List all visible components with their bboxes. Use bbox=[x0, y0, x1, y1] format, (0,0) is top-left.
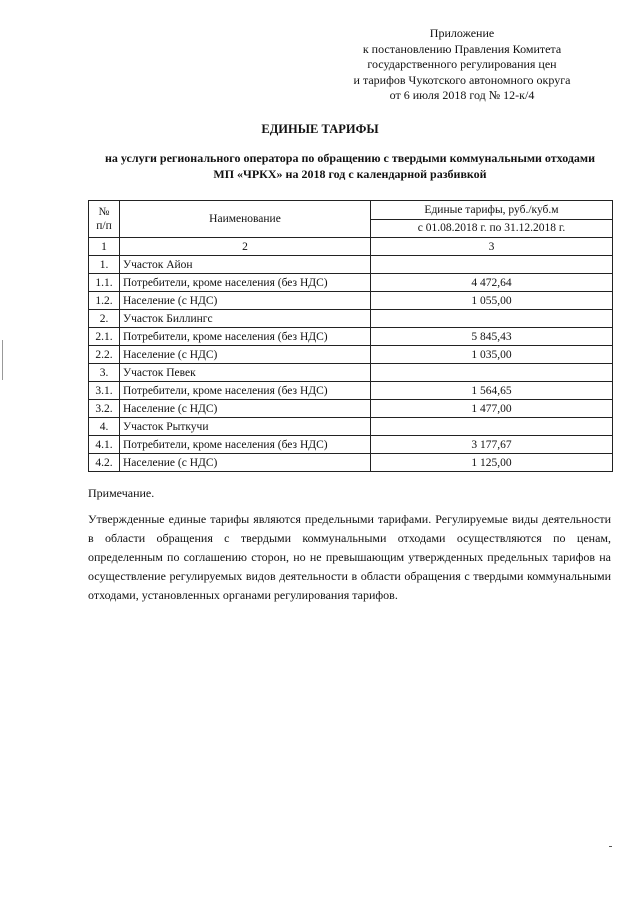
section-name: Участок Биллингс bbox=[120, 310, 371, 328]
row-name: Население (с НДС) bbox=[120, 400, 371, 418]
header-tariff: Единые тарифы, руб./куб.м bbox=[371, 201, 613, 220]
table-row bbox=[89, 346, 613, 364]
row-name: Население (с НДС) bbox=[120, 346, 371, 364]
row-name: Население (с НДС) bbox=[120, 292, 371, 310]
row-num: 1.1. bbox=[89, 274, 120, 292]
row-value: 1 035,00 bbox=[371, 346, 613, 364]
subtitle-line-1: на услуги регионального оператора по обращению с твердыми коммунальными отходами bbox=[104, 151, 596, 165]
index-cell-3: 3 bbox=[371, 238, 613, 256]
table-row bbox=[89, 274, 613, 292]
row-name: Потребители, кроме населения (без НДС) bbox=[120, 382, 371, 400]
row-value: 1 564,65 bbox=[371, 382, 613, 400]
row-name: Потребители, кроме населения (без НДС) bbox=[120, 436, 371, 454]
table-index-row bbox=[89, 238, 613, 256]
row-value bbox=[371, 310, 613, 328]
row-value: 5 845,43 bbox=[371, 328, 613, 346]
table-row bbox=[89, 400, 613, 418]
header-num: № п/п bbox=[89, 201, 120, 238]
table-row bbox=[89, 454, 613, 472]
document-title: ЕДИНЫЕ ТАРИФЫ bbox=[261, 122, 379, 136]
table-row bbox=[89, 328, 613, 346]
section-row bbox=[89, 364, 613, 382]
section-row bbox=[89, 310, 613, 328]
table-row bbox=[89, 292, 613, 310]
header-line-3: государственного регулирования цен bbox=[367, 57, 557, 71]
row-num: 3. bbox=[89, 364, 120, 382]
row-value: 1 125,00 bbox=[371, 454, 613, 472]
tariff-table bbox=[88, 200, 613, 472]
row-name: Потребители, кроме населения (без НДС) bbox=[120, 328, 371, 346]
section-row bbox=[89, 418, 613, 436]
section-row bbox=[89, 256, 613, 274]
row-num: 2.1. bbox=[89, 328, 120, 346]
scan-corner-mark bbox=[609, 846, 612, 847]
document-header bbox=[332, 26, 592, 104]
header-line-1: Приложение bbox=[429, 26, 495, 40]
section-name: Участок Рыткучи bbox=[120, 418, 371, 436]
document-subtitle bbox=[80, 150, 620, 182]
row-num: 3.1. bbox=[89, 382, 120, 400]
row-value: 1 477,00 bbox=[371, 400, 613, 418]
row-num: 4. bbox=[89, 418, 120, 436]
header-line-5: от 6 июля 2018 год № 12-к/4 bbox=[389, 88, 535, 102]
section-name: Участок Айон bbox=[120, 256, 371, 274]
row-value bbox=[371, 418, 613, 436]
row-num: 2. bbox=[89, 310, 120, 328]
row-num: 4.2. bbox=[89, 454, 120, 472]
row-name: Население (с НДС) bbox=[120, 454, 371, 472]
row-value: 4 472,64 bbox=[371, 274, 613, 292]
row-value: 3 177,67 bbox=[371, 436, 613, 454]
note-text: Утвержденные единые тарифы являются предельными тарифами. Регулируемые виды деятельности в области обращения с твердыми коммунальными отходами осуществляются по ценам, определенным по соглашению сторон, но не превышающим утвержденных предельных тарифов на осуществление регулируемых видов деятельности в области обращения с твердыми коммунальными отходами, установленных органами регулирования тарифов. bbox=[88, 512, 611, 602]
tariff-table-body bbox=[89, 256, 613, 472]
row-name: Потребители, кроме населения (без НДС) bbox=[120, 274, 371, 292]
row-num: 3.2. bbox=[89, 400, 120, 418]
scan-margin-mark bbox=[2, 340, 3, 380]
row-num: 1.2. bbox=[89, 292, 120, 310]
index-cell-2: 2 bbox=[120, 238, 371, 256]
note-title: Примечание. bbox=[88, 486, 155, 500]
row-value bbox=[371, 364, 613, 382]
subtitle-line-2: МП «ЧРКХ» на 2018 год с календарной разбивкой bbox=[213, 167, 487, 181]
table-row bbox=[89, 382, 613, 400]
row-num: 1. bbox=[89, 256, 120, 274]
header-line-2: к постановлению Правления Комитета bbox=[362, 41, 562, 56]
table-row bbox=[89, 436, 613, 454]
table-header-row bbox=[89, 201, 613, 220]
section-name: Участок Певек bbox=[120, 364, 371, 382]
index-cell-1: 1 bbox=[89, 238, 120, 256]
header-name: Наименование bbox=[120, 201, 371, 238]
header-line-4: и тарифов Чукотского автономного округа bbox=[353, 72, 571, 87]
row-num: 2.2. bbox=[89, 346, 120, 364]
header-period: с 01.08.2018 г. по 31.12.2018 г. bbox=[371, 219, 613, 238]
row-value: 1 055,00 bbox=[371, 292, 613, 310]
row-value bbox=[371, 256, 613, 274]
row-num: 4.1. bbox=[89, 436, 120, 454]
